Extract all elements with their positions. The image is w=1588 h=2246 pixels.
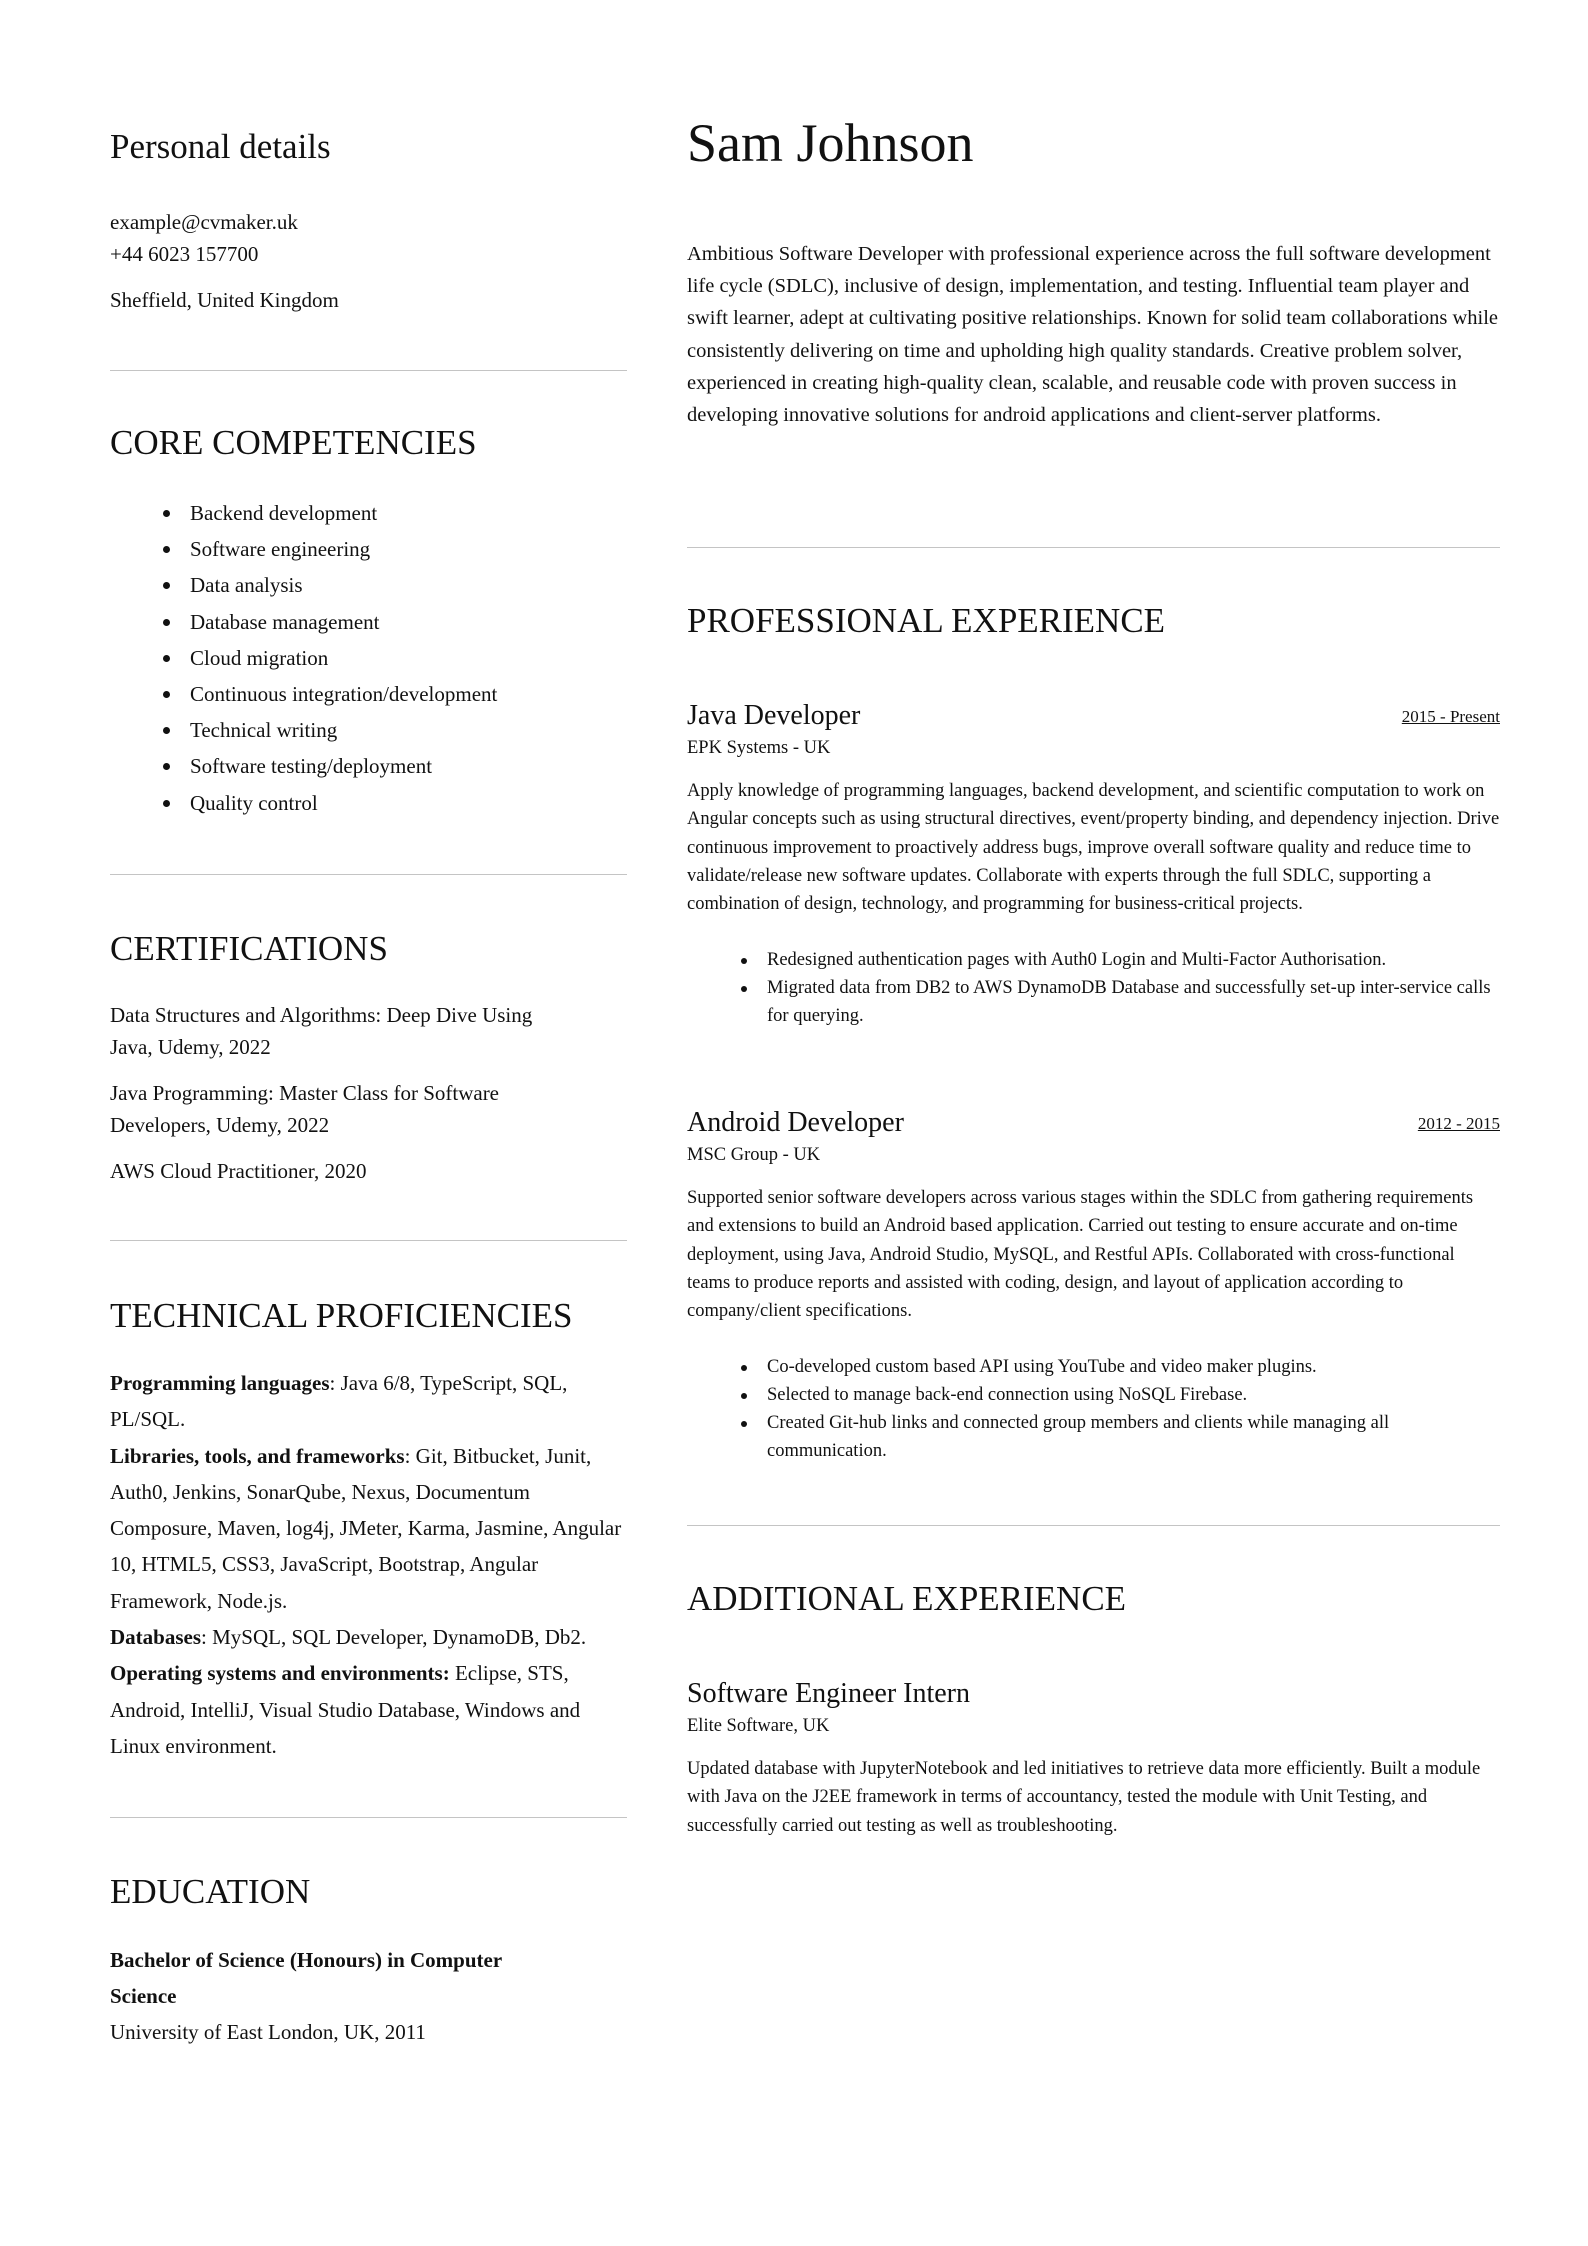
tech-sep: : — [201, 1625, 207, 1650]
list-item: Backend development — [110, 495, 627, 531]
certifications-heading: CERTIFICATIONS — [110, 929, 388, 968]
degree: Bachelor of Science (Honours) in Computer Science — [110, 1948, 502, 2009]
job-description: Apply knowledge of programming languages, backend development, and scientific computation to work on Angular concepts such as using structural directives, event/property binding, and dependency injection. Drive continuous improvement to proactively address bugs, improve overall software quality and reduce time to validate/release new software updates. Collaborate with experts through the full SDLC, supporting a combination of design, technology, and programming for business-critical projects. — [687, 781, 1500, 915]
list-item: Quality control — [110, 785, 627, 821]
tech-group — [110, 1619, 627, 1655]
divider — [687, 1525, 1500, 1526]
list-item: Cloud migration — [110, 640, 627, 676]
summary: Ambitious Software Developer with professional experience across the full software development life cycle (SDLC), inclusive of design, implementation, and testing. Influential team player and swift learner, adept at cultivating positive relationships. Known for solid team collaborations while consistently delivering on time and upholding high quality standards. Creative problem solver, experienced in creating high-quality clean, scalable, and reusable code with proven success in developing innovative solutions for android applications and client-server platforms. — [687, 243, 1499, 427]
divider — [687, 547, 1500, 548]
tech-label: Databases — [110, 1625, 202, 1650]
job-entry — [687, 699, 1500, 1030]
tech-value: Java 6/8, TypeScript, SQL, PL/SQL. — [110, 1371, 568, 1432]
tech-sep: : — [329, 1371, 336, 1395]
tech-group — [110, 1365, 627, 1438]
tech-value: Eclipse, STS, Android, IntelliJ, Visual Studio Database, Windows and Linux environment. — [110, 1661, 581, 1758]
certification-item — [110, 999, 627, 1063]
phone: +44 6023 157700 — [110, 242, 259, 266]
job-entry — [687, 1677, 1500, 1840]
certification-line: Java Programming: Master Class for Software — [110, 1081, 500, 1105]
job-company: Elite Software, UK — [687, 1716, 830, 1736]
list-item: Selected to manage back-end connection using NoSQL Firebase. — [687, 1381, 1500, 1409]
certification-line: Developers, Udemy, 2022 — [110, 1113, 330, 1137]
job-bullets — [687, 1353, 1500, 1465]
list-item: Software engineering — [110, 531, 627, 567]
list-item: Co-developed custom based API using YouTube and video maker plugins. — [687, 1353, 1500, 1381]
location: Sheffield, United Kingdom — [110, 288, 339, 312]
job-title: Software Engineer Intern — [687, 1678, 970, 1709]
education-school: University of East London, UK, 2011 — [110, 2020, 426, 2044]
candidate-name: Sam Johnson — [687, 113, 974, 173]
list-item: Database management — [110, 604, 627, 640]
personal-details-heading: Personal details — [110, 127, 331, 166]
list-item: Software testing/deployment — [110, 748, 627, 784]
job-description: Updated database with JupyterNotebook and led initiatives to retrieve data more efficiently. Built a module with Java on the J2EE framework in terms of accountancy, tested the module with Unit Testing, and successfully carried out testing as well as troubleshooting. — [687, 1759, 1481, 1836]
list-item: Technical writing — [110, 712, 627, 748]
core-competencies-heading: CORE COMPETENCIES — [110, 423, 477, 462]
tech-label: Libraries, tools, and frameworks — [110, 1443, 405, 1468]
job-title: Java Developer — [687, 700, 861, 731]
tech-sep: : — [404, 1443, 411, 1468]
divider — [110, 1817, 627, 1818]
tech-value: Git, Bitbucket, Junit, Auth0, Jenkins, SonarQube, Nexus, Documentum Composure, Maven, log4j, JMeter, Karma, Jasmine, Angular 10, HTML5, CSS3, JavaScript, Bootstrap, Angular Framework, Node.js. — [110, 1443, 622, 1613]
divider — [110, 874, 627, 875]
list-item: Data analysis — [110, 567, 627, 603]
education-degree — [110, 1942, 567, 2015]
list-item: Redesigned authentication pages with Auth0 Login and Multi-Factor Authorisation. — [687, 946, 1500, 974]
technical-proficiencies-heading: TECHNICAL PROFICIENCIES — [110, 1296, 573, 1335]
job-bullets — [687, 946, 1500, 1030]
list-item: Continuous integration/development — [110, 676, 627, 712]
list-item: Created Git-hub links and connected group members and clients while managing all communication. — [687, 1409, 1500, 1465]
professional-experience-heading: PROFESSIONAL EXPERIENCE — [687, 601, 1166, 640]
divider — [110, 370, 627, 371]
additional-experience-heading: ADDITIONAL EXPERIENCE — [687, 1579, 1127, 1618]
email: example@cvmaker.uk — [110, 210, 298, 234]
job-dates: 2012 - 2015 — [1417, 1114, 1500, 1133]
education-heading: EDUCATION — [110, 1872, 311, 1911]
divider — [110, 1240, 627, 1241]
certification-line: Java, Udemy, 2022 — [110, 1035, 271, 1059]
job-dates: 2015 - Present — [1401, 707, 1500, 726]
tech-label: Operating systems and environments: — [110, 1661, 450, 1686]
tech-group — [110, 1655, 627, 1764]
job-entry — [687, 1106, 1500, 1465]
certification-item — [110, 1077, 627, 1141]
job-description: Supported senior software developers across various stages within the SDLC from gathering requirements and extensions to build an Android based application. Carried out testing to ensure accurate and on-time deployment, using Java, Android Studio, MySQL, and Restful APIs. Collaborated with cross-functional teams to produce reports and assisted with coding, design, and layout of application according to company/client specifications. — [687, 1188, 1474, 1322]
tech-label: Programming languages — [110, 1371, 330, 1395]
tech-value: MySQL, SQL Developer, DynamoDB, Db2. — [206, 1625, 587, 1650]
job-company: MSC Group - UK — [687, 1145, 821, 1165]
tech-group — [110, 1438, 627, 1619]
competencies-list — [110, 495, 627, 821]
job-title: Android Developer — [687, 1107, 904, 1138]
certification-line: Data Structures and Algorithms: Deep Dive Using — [110, 1003, 533, 1027]
certification-item: AWS Cloud Practitioner, 2020 — [110, 1159, 367, 1183]
technical-list — [110, 1365, 627, 1764]
job-company: EPK Systems - UK — [687, 738, 831, 758]
list-item: Migrated data from DB2 to AWS DynamoDB Database and successfully set-up inter-service calls for querying. — [687, 974, 1500, 1030]
